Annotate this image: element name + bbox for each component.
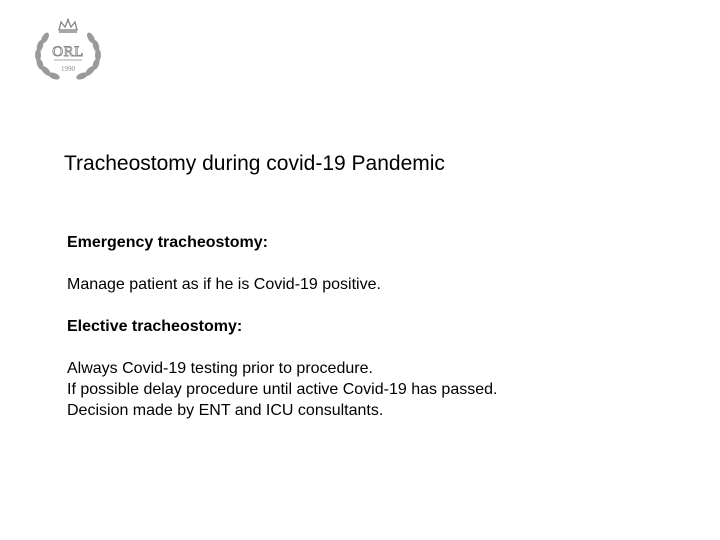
text-line: Always Covid-19 testing prior to procedure. <box>67 360 373 377</box>
page-title: Tracheostomy during covid-19 Pandemic <box>64 152 445 175</box>
logo-year: 1990 <box>61 65 75 73</box>
text-line: Decision made by ENT and ICU consultants. <box>67 402 384 419</box>
crown-laurel-icon <box>28 18 108 82</box>
section-text-elective <box>67 358 687 421</box>
section-heading-emergency: Emergency tracheostomy: <box>67 234 268 251</box>
section-text-emergency <box>67 274 687 295</box>
section-heading-elective: Elective tracheostomy: <box>67 318 243 335</box>
text-line: Manage patient as if he is Covid-19 positive. <box>67 276 381 293</box>
text-line: If possible delay procedure until active Covid-19 has passed. <box>67 381 498 398</box>
logo-monogram: ORL <box>52 44 84 60</box>
orl-logo <box>28 18 108 82</box>
slide-content <box>67 232 687 421</box>
